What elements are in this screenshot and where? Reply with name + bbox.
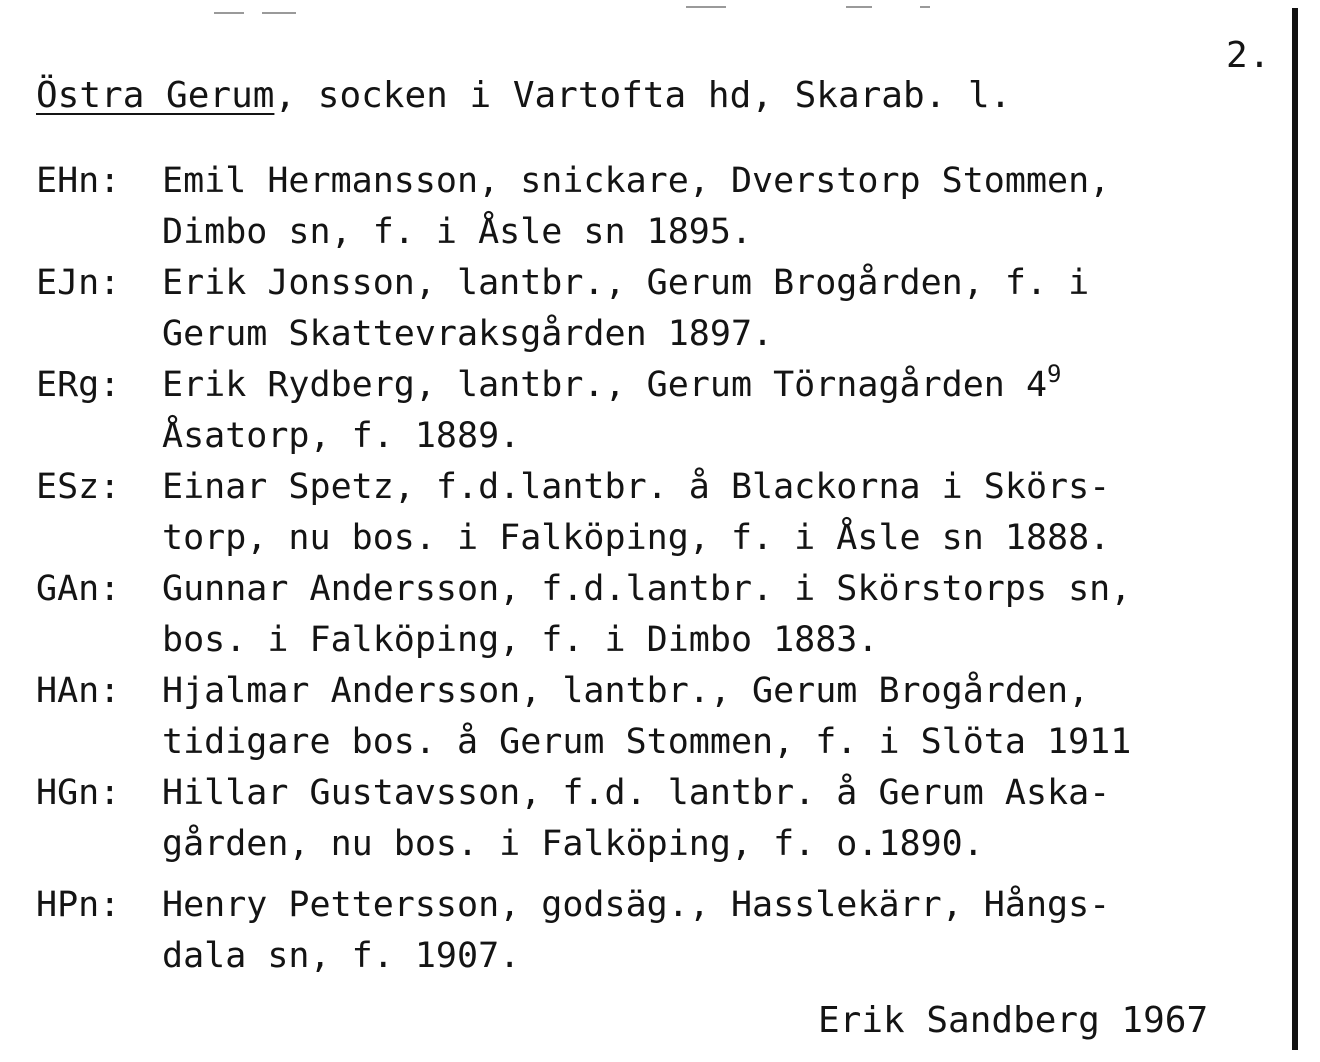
informant-entry [36,156,1286,258]
entry-line-with-superscript [162,360,1286,411]
informant-text [162,880,1286,982]
informant-code: HPn: [36,885,121,925]
informant-entry [36,360,1286,462]
scan-mark [214,12,244,14]
entry-line: dala sn, f. 1907. [162,936,521,976]
card-heading [36,74,1011,118]
entry-line: bos. i Falköping, f. i Dimbo 1883. [162,620,879,660]
informant-code: HAn: [36,671,121,711]
entry-line: Henry Pettersson, godsäg., Hasslekärr, Hångs- [162,885,1111,925]
informant-text [162,564,1286,666]
informant-text [162,156,1286,258]
informant-text [162,360,1286,462]
informant-text [162,462,1286,564]
scan-mark [686,6,726,8]
informant-code: HGn: [36,773,121,813]
informant-code: EJn: [36,263,121,303]
informant-code: GAn: [36,569,121,609]
entry-line: Dimbo sn, f. i Åsle sn 1895. [162,212,753,252]
informant-code: ESz: [36,467,121,507]
informant-entry [36,462,1286,564]
informant-text [162,258,1286,360]
informant-code: EHn: [36,161,121,201]
scan-mark [846,6,872,8]
entry-line: gården, nu bos. i Falköping, f. o.1890. [162,824,984,864]
entry-line: Erik Rydberg, lantbr., Gerum Törnagården 4 [162,365,1048,405]
informant-entry [36,768,1286,870]
informant-text [162,768,1286,870]
parish-description: , socken i Vartofta hd, Skarab. l. [274,75,1012,116]
page-number: 2. [1226,35,1272,76]
scan-mark [262,12,296,14]
entry-line: Gunnar Andersson, f.d.lantbr. i Skörstorps sn, [162,569,1132,609]
entry-line: Erik Jonsson, lantbr., Gerum Brogården, f. i [162,263,1090,303]
entry-line: Emil Hermansson, snickare, Dverstorp Stommen, [162,161,1111,201]
entry-line: tidigare bos. å Gerum Stommen, f. i Slöta 1911 [162,722,1132,762]
entry-line: Hillar Gustavsson, f.d. lantbr. å Gerum Aska- [162,773,1111,813]
entry-line: Einar Spetz, f.d.lantbr. å Blackorna i Skörs- [162,467,1111,507]
informant-entry [36,258,1286,360]
superscript-number: 9 [1047,360,1062,388]
card-right-border [1292,8,1298,1050]
entry-line: Åsatorp, f. 1889. [162,416,521,456]
parish-name: Östra Gerum [36,75,275,116]
informant-entry [36,880,1286,982]
entry-line: Gerum Skattevraksgården 1897. [162,314,774,354]
scan-mark [920,6,930,8]
signature: Erik Sandberg 1967 [818,1000,1209,1041]
informant-entry [36,666,1286,768]
informant-list [36,156,1286,982]
informant-entry [36,564,1286,666]
informant-code: ERg: [36,365,121,405]
entry-line: torp, nu bos. i Falköping, f. i Åsle sn 1888. [162,518,1111,558]
informant-text [162,666,1286,768]
entry-line: Hjalmar Andersson, lantbr., Gerum Brogården, [162,671,1090,711]
